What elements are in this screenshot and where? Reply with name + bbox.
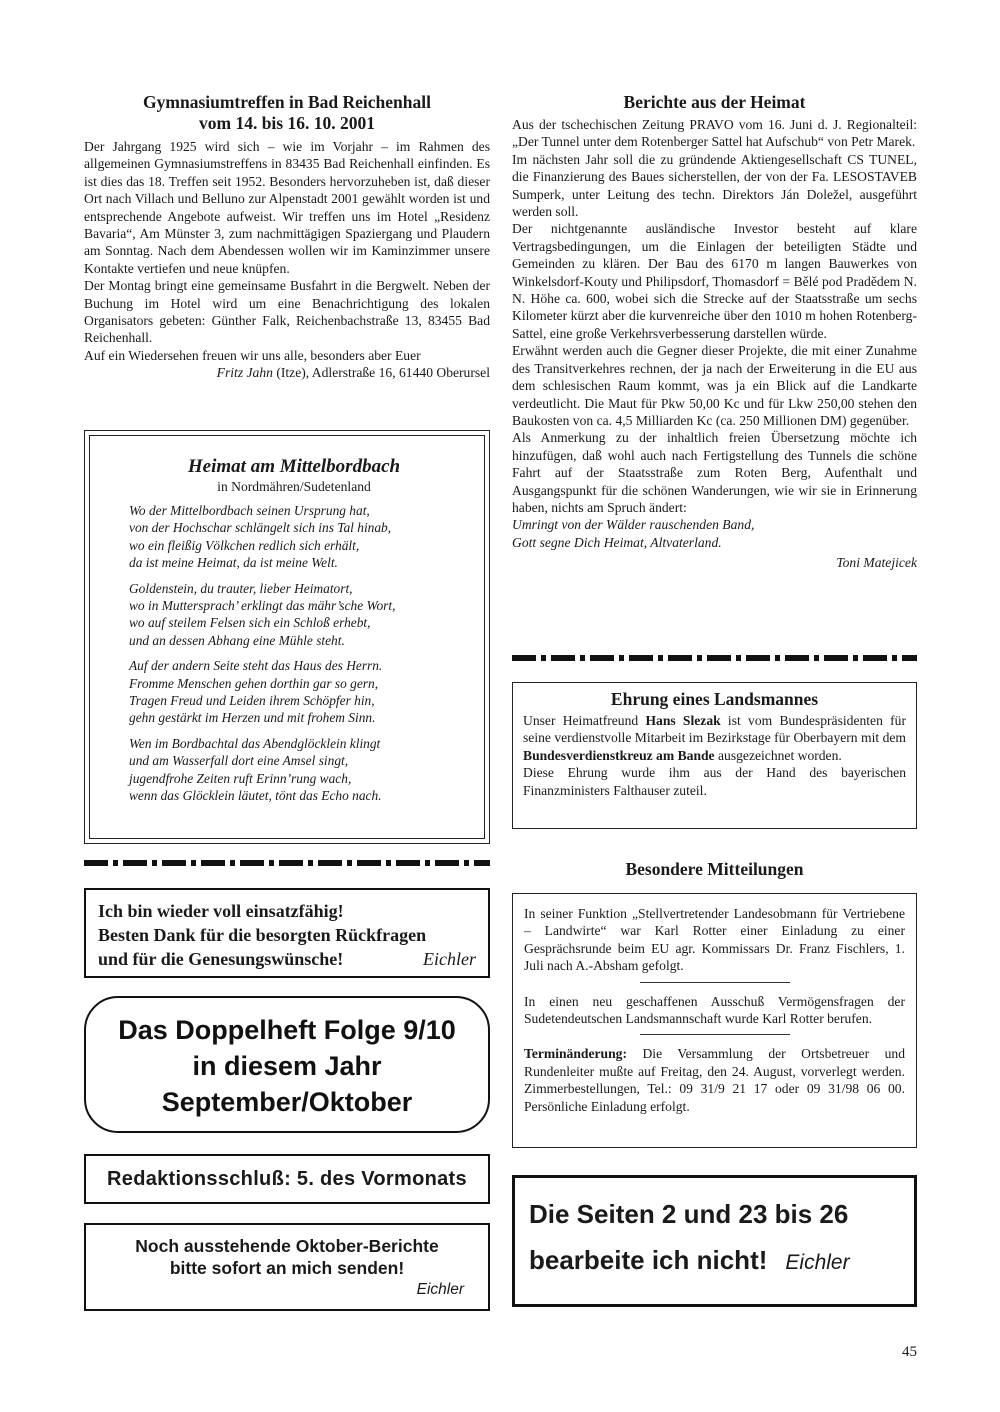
ehrung-box	[512, 682, 917, 829]
poem-line: Goldenstein, du trauter, lieber Heimatort,	[129, 580, 353, 596]
poem-stanza	[129, 502, 459, 572]
poem-line: da ist meine Heimat, da ist meine Welt.	[129, 555, 338, 571]
seiten-line2: bearbeite ich nicht!	[529, 1245, 768, 1275]
oktober-line1: Noch ausstehende Oktober-Berichte	[135, 1236, 439, 1256]
poem-line: wo in Muttersprach’ erklingt das mähr’sche Wort,	[129, 598, 396, 614]
oktober-line2-emphasis: sofort	[211, 1258, 262, 1278]
ehrung-paragraph: Diese Ehrung wurde ihm aus der Hand des bayerischen Finanzministers Falthauser zuteil.	[523, 765, 906, 798]
gymnasium-paragraph: Auf ein Wiedersehen freuen wir uns alle, besonders aber Euer	[84, 347, 421, 363]
einsatzfaehig-box	[84, 888, 490, 978]
termin-text: Die Versammlung der Ortsbetreuer und Rundenleiter mußte auf Freitag, den 24. August, vorverlegt werden. Zimmerbestellungen, Tel.: 09 31/9 21 17 oder 09 31/98 06 00. Persönliche Einladung erfolgt.	[524, 1046, 905, 1114]
gymnasium-title-line2: vom 14. bis 16. 10. 2001	[199, 113, 375, 133]
einsatzfaehig-line2: Besten Dank für die besorgten Rückfragen	[98, 925, 427, 945]
einsatzfaehig-line3: und für die Genesungswünsche!	[98, 949, 344, 969]
short-separator	[640, 1034, 790, 1035]
ehrung-text: ist vom Bundespräsidenten für seine verdienstvolle Mitarbeit im Bezirkstage für Oberbayern mit dem	[523, 713, 906, 746]
berichte-signature: Toni Matejicek	[836, 555, 917, 571]
poem-stanza	[129, 657, 459, 727]
gymnasium-signature	[84, 364, 490, 381]
doppelheft-line2: in diesem Jahr	[192, 1051, 382, 1081]
page-number: 45	[902, 1344, 917, 1360]
doppelheft-box	[84, 996, 490, 1133]
seiten-box	[512, 1175, 917, 1307]
oktober-line2	[86, 1257, 488, 1279]
poem-box	[84, 430, 490, 844]
oktober-line2-after: an mich senden!	[261, 1258, 405, 1278]
poem-stanza	[129, 580, 459, 650]
gymnasium-paragraph: Der Montag bringt eine gemeinsame Busfahrt in die Bergwelt. Neben der Buchung im Hotel wird um eine Benachrichtigung des lokalen Organisators gebeten: Günther Falk, Reichenbachstraße 13, 83455 Bad Reichenhall.	[84, 278, 490, 346]
poem-line: jugendfrohe Zeiten ruft Erinn’rung wach,	[129, 770, 352, 786]
ehrung-text: Unser Heimatfreund	[523, 713, 646, 728]
einsatzfaehig-line1: Ich bin wieder voll einsatzfähig!	[98, 901, 344, 921]
poem-line: gehn gestärkt im Herzen und mit frohem Sinn.	[129, 710, 376, 726]
seiten-line1: Die Seiten 2 und 23 bis 26	[529, 1199, 849, 1229]
mitteilungen-paragraph: In einen neu geschaffenen Ausschuß Vermögensfragen der Sudetendeutschen Landsmannschaft wurde Karl Rotter berufen.	[524, 993, 905, 1027]
berichte-paragraph: Als Anmerkung zu der inhaltlich freien Übersetzung möchte ich hinzufügen, daß wohl auch nach Fertigstellung des Tunnels die schöne Fahrt auf der Staatsstraße zum Roten Berg, Aufenthalt und Ausgangspunkt für die schönen Wanderungen, wie wir sie in Erinnerung haben, nichts am Spruch ändert:	[512, 430, 917, 515]
termin-label: Terminänderung:	[524, 1046, 627, 1062]
berichte-paragraph: Der nichtgenannte ausländische Investor besteht auf klare Vertragsbedingungen, um die Einlagen der beteiligten Städte und Gemeinden zu klären. Der Bau des 6170 m langen Bauwerkes von Winkelsdorf-Kouty und Philipsdorf, Thomasdorf = Bělé pod Pradědem N. N. Höhe ca. 600, wobei sich die Strecke auf der Staatsstraße um sechs Kilometer kürzt aber die kurvenreiche über den 1010 m hohen Rotenberg-Sattel, eine große Verkehrsverbesserung darstellen würde.	[512, 221, 917, 341]
poem-line: wo ein fleißig Völkchen redlich sich erhält,	[129, 537, 360, 553]
poem-line: Wen im Bordbachtal das Abendglöcklein klingt	[129, 735, 381, 751]
poem-line: Fromme Menschen gehen dorthin gar so gern,	[129, 675, 379, 691]
mitteilungen-paragraph: In seiner Funktion „Stellvertretender Landesobmann für Vertriebene – Landwirte“ war Karl Rotter einer Einladung zu einer Gesprächsrunde beim EU agr. Kommissars Dr. Franz Fischlers, 1. Juli nach A.-Absham gefolgt.	[524, 906, 905, 974]
signature-name: Fritz Jahn	[216, 365, 273, 381]
einsatzfaehig-signature: Eichler	[423, 949, 476, 969]
short-separator	[640, 982, 790, 983]
poem-line: und am Wasserfall dort eine Amsel singt,	[129, 753, 349, 769]
oktober-signature: Eichler	[416, 1281, 464, 1298]
seiten-signature: Eichler	[785, 1251, 850, 1274]
dashed-divider-left	[84, 860, 490, 866]
berichte-paragraph: Im nächsten Jahr soll die zu gründende Aktiengesellschaft CS TUNEL, die Finanzierung des Baues sicherstellen, der von der Fa. LESOSTAVEB Sumperk, unter Leitung des techn. Direktors Ján Doležel, ausgeführt werden soll.	[512, 151, 917, 220]
berichte-quote-line: Umringt von der Wälder rauschenden Band,	[512, 517, 755, 533]
redaktionsschluss-box	[84, 1154, 490, 1204]
ehrung-paragraph	[523, 712, 906, 764]
ehrung-text: ausgezeichnet worden.	[714, 747, 842, 763]
doppelheft-line1: Das Doppelheft Folge 9/10	[118, 1015, 456, 1045]
mitteilungen-title: Besondere Mitteilungen	[625, 859, 804, 879]
berichte-quote-line: Gott segne Dich Heimat, Altvaterland.	[512, 534, 722, 550]
poem-line: und an dessen Abhang eine Mühle steht.	[129, 632, 345, 648]
signature-address: (Itze), Adlerstraße 16, 61440 Oberursel	[272, 365, 490, 381]
poem-line: Tragen Freud und Leiden ihrem Schöpfer hin,	[129, 693, 375, 709]
berichte-paragraph: Erwähnt werden auch die Gegner dieser Projekte, die mit einer Zunahme des Transitverkehres rechnen, der ja nach der Erweiterung in die EU aus dem schlesischen Raum kommt, was ja ein Blick auf die Landkarte verdeutlicht. Die Maut für Pkw 50,00 Kc und für Lkw 250,00 stehen den Baukosten von ca. 4,5 Milliarden Kc (ca. 250 Millionen DM) gegenüber.	[512, 343, 917, 428]
poem-subtitle: in Nordmähren/Sudetenland	[217, 479, 371, 494]
poem-stanza	[129, 735, 459, 805]
oktober-line2-before: bitte	[169, 1258, 212, 1278]
ehrung-award: Bundesverdienstkreuz am Bande	[523, 747, 715, 763]
berichte-paragraph: Aus der tschechischen Zeitung PRAVO vom 16. Juni d. J. Regionalteil: „Der Tunnel unter dem Rotenberger Sattel hat Aufschub“ von Petr Marek.	[512, 117, 917, 150]
dashed-divider-right	[512, 655, 917, 661]
gymnasium-paragraph: Der Jahrgang 1925 wird sich – wie im Vorjahr – im Rahmen des allgemeinen Gymnasiumstreffens in 83435 Bad Reichenhall einfinden. Es ist dies das 18. Treffen seit 1952. Besonders hervorzuheben ist, daß dieser Ort nach Villach und Belluno zur Alpenstadt 2001 gewählt worden ist und entsprechende Angebote aufweist. Wir treffen uns im Hotel „Residenz Bavaria“, Am Münster 3, zum nachmittägigen Spaziergang und Plaudern am Sonntag. Nach dem Abendessen wollen wir im Kaminzimmer unsere Kontakte vertiefen und neue knüpfen.	[84, 139, 490, 276]
oktober-box	[84, 1223, 490, 1311]
berichte-title: Berichte aus der Heimat	[623, 92, 806, 112]
mitteilungen-paragraph	[524, 1045, 905, 1115]
poem-line: wenn das Glöcklein läutet, tönt das Echo nach.	[129, 788, 382, 804]
doppelheft-line3: September/Oktober	[161, 1087, 413, 1117]
gymnasium-article	[84, 92, 490, 382]
ehrung-title: Ehrung eines Landsmannes	[610, 689, 819, 709]
ehrung-name: Hans Slezak	[645, 713, 721, 728]
berichte-article	[512, 92, 917, 572]
poem-line: wo auf steilem Felsen sich ein Schloß erhebt,	[129, 615, 371, 631]
poem-line: Wo der Mittelbordbach seinen Ursprung hat,	[129, 503, 370, 518]
poem-title: Heimat am Mittelbordbach	[187, 456, 401, 477]
mitteilungen-box	[512, 893, 917, 1148]
poem-line: Auf der andern Seite steht das Haus des Herrn.	[129, 658, 383, 674]
poem-line: von der Hochschar schlängelt sich ins Tal hinab,	[129, 520, 392, 536]
redaktionsschluss-text: Redaktionsschluß: 5. des Vormonats	[107, 1168, 467, 1190]
gymnasium-title-line1: Gymnasiumtreffen in Bad Reichenhall	[143, 92, 431, 112]
